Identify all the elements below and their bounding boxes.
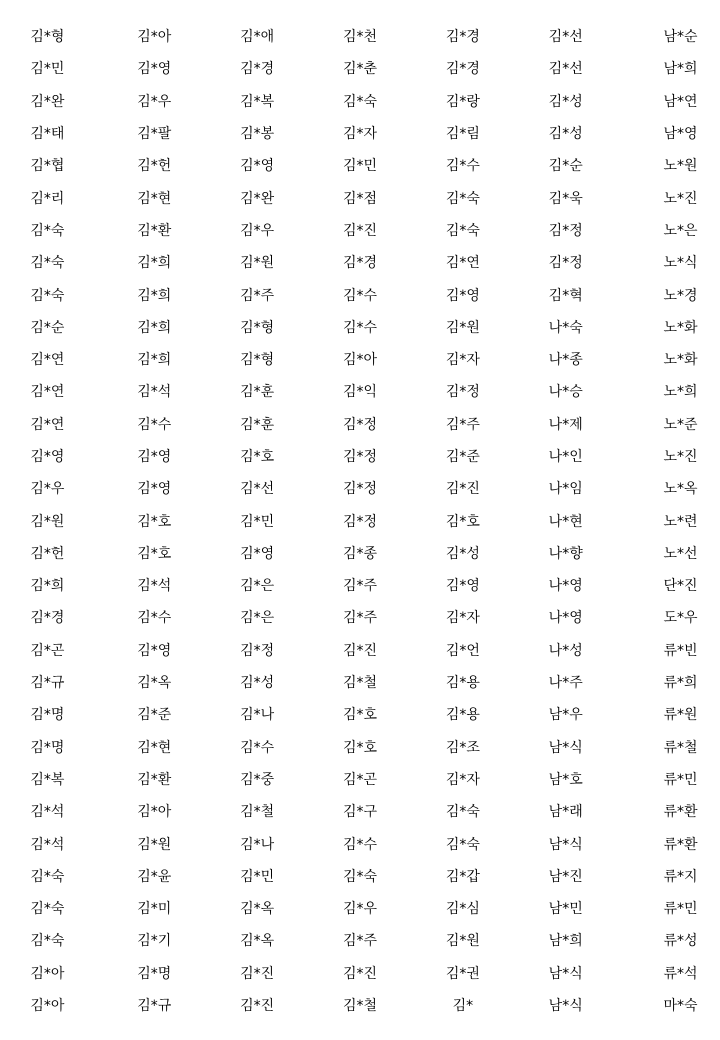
name-cell: 김*정 — [240, 642, 275, 659]
name-cell: 김*경 — [445, 29, 480, 46]
name-cell: 김*춘 — [342, 61, 378, 78]
name-cell: 김*영 — [445, 578, 480, 595]
name-cell: 나*현 — [548, 513, 583, 530]
name-cell: 노*희 — [663, 384, 698, 401]
name-cell: 김*원 — [240, 255, 275, 272]
name-cell: 김*순 — [30, 319, 65, 336]
name-cell: 김*호 — [342, 739, 378, 756]
name-cell: 김*우 — [30, 481, 65, 498]
name-cell: 김*아 — [137, 804, 172, 821]
name-cell: 노*화 — [663, 319, 698, 336]
name-cell: 김*준 — [137, 707, 172, 724]
name-cell: 김*천 — [342, 29, 378, 46]
name-cell: 류*빈 — [663, 642, 698, 659]
name-cell: 김*옥 — [240, 933, 275, 950]
name-cell: 김*선 — [548, 61, 583, 78]
name-cell: 김*준 — [445, 449, 480, 465]
name-cell: 김*희 — [30, 578, 65, 595]
name-cell: 김*철 — [342, 675, 378, 692]
name-cell: 김*아 — [30, 965, 65, 982]
name-cell: 김*선 — [548, 29, 583, 46]
name-cell: 김*수 — [137, 416, 172, 433]
name-cell: 김*곤 — [342, 771, 378, 788]
name-cell: 류*환 — [663, 804, 698, 821]
name-cell: 나*제 — [548, 416, 583, 433]
name-cell: 김*옥 — [137, 675, 172, 692]
name-cell: 김*곤 — [30, 642, 65, 659]
name-cell: 김*주 — [240, 287, 275, 304]
name-cell: 김*정 — [342, 481, 378, 498]
name-cell: 김*리 — [30, 190, 65, 207]
name-cell: 김*영 — [445, 287, 480, 304]
name-cell: 나*종 — [548, 352, 583, 369]
name-cell: 김*정 — [548, 222, 583, 239]
name-cell: 김*협 — [30, 158, 65, 175]
name-cell: 김*호 — [240, 449, 275, 465]
name-cell: 김*석 — [30, 836, 65, 853]
name-cell: 김*복 — [240, 93, 275, 110]
name-cell: 김*수 — [240, 739, 275, 756]
name-cell: 김*영 — [137, 481, 172, 498]
name-cell: 김*원 — [30, 513, 65, 530]
name-cell: 김*수 — [342, 287, 378, 304]
name-cell: 김*봉 — [240, 126, 275, 143]
name-cell: 김*종 — [342, 545, 378, 562]
name-cell: 김*정 — [342, 416, 378, 433]
name-cell: 김*숙 — [30, 287, 65, 304]
name-cell: 김*수 — [342, 319, 378, 336]
name-cell: 김*원 — [445, 933, 480, 950]
name-cell: 김*환 — [137, 222, 172, 239]
name-cell: 김*태 — [30, 126, 65, 143]
name-cell: 나*향 — [548, 545, 583, 562]
name-cell: 노*옥 — [663, 481, 698, 498]
name-cell: 노*진 — [663, 190, 698, 207]
name-cell: 김*숙 — [342, 868, 378, 885]
name-cell: 김*민 — [240, 513, 275, 530]
name-cell: 김*나 — [240, 707, 275, 724]
name-cell: 노*화 — [663, 352, 698, 369]
name-cell: 김*영 — [137, 642, 172, 659]
name-cell: 김*용 — [445, 675, 480, 692]
name-cell: 노*은 — [663, 222, 698, 239]
name-cell: 김*민 — [30, 61, 65, 78]
name-cell: 김*은 — [240, 578, 275, 595]
name-cell: 김*석 — [137, 578, 172, 595]
name-cell: 김*영 — [240, 158, 275, 175]
name-cell: 김*자 — [342, 126, 378, 143]
name-cell: 김*숙 — [445, 804, 480, 821]
name-cell: 김*성 — [548, 93, 583, 110]
name-cell: 김*정 — [445, 384, 480, 401]
name-cell: 노*경 — [663, 287, 698, 304]
name-cell: 남*래 — [548, 804, 583, 821]
name-cell: 남*연 — [663, 93, 698, 110]
name-cell: 노*련 — [663, 513, 698, 530]
name-cell: 김*아 — [137, 29, 172, 46]
name-cell: 나*성 — [548, 642, 583, 659]
name-cell: 김*우 — [240, 222, 275, 239]
name-cell: 김*미 — [137, 901, 172, 918]
name-cell: 김*숙 — [30, 901, 65, 918]
name-cell: 김*규 — [137, 998, 172, 1015]
name-cell: 김*중 — [240, 771, 275, 788]
name-cell: 김*정 — [342, 513, 378, 530]
name-cell: 김*순 — [548, 158, 583, 175]
name-cell: 남*민 — [548, 901, 583, 918]
name-cell: 김*연 — [445, 255, 480, 272]
name-cell: 김*규 — [30, 675, 65, 692]
name-cell: 김*갑 — [445, 868, 480, 885]
name-cell: 김*수 — [342, 836, 378, 853]
name-cell: 나*숙 — [548, 319, 583, 336]
name-cell: 류*민 — [663, 901, 698, 918]
name-cell: 김*성 — [445, 545, 480, 562]
name-cell: 김*연 — [30, 416, 65, 433]
name-cell: 김*석 — [30, 804, 65, 821]
name-cell: 김*주 — [342, 933, 378, 950]
name-cell: 김*현 — [137, 190, 172, 207]
name-cell: 김*수 — [137, 610, 172, 627]
name-cell: 류*석 — [663, 965, 698, 982]
name-cell: 김*구 — [342, 804, 378, 821]
name-cell: 김*우 — [342, 901, 378, 918]
name-cell: 김*랑 — [445, 93, 480, 110]
name-cell: 남*식 — [548, 998, 583, 1015]
name-cell: 김*자 — [445, 771, 480, 788]
name-cell: 류*성 — [663, 933, 698, 950]
name-cell: 남*희 — [663, 61, 698, 78]
name-cell: 나*승 — [548, 384, 583, 401]
name-cell: 김*경 — [30, 610, 65, 627]
name-cell: 김*주 — [445, 416, 480, 433]
name-cell: 김*팔 — [137, 126, 172, 143]
name-cell: 김*선 — [240, 481, 275, 498]
name-cell: 김*원 — [137, 836, 172, 853]
name-cell: 김*철 — [240, 804, 275, 821]
name-cell: 김* — [452, 998, 474, 1015]
name-cell: 류*원 — [663, 707, 698, 724]
name-cell: 김*진 — [342, 965, 378, 982]
name-cell: 김*희 — [137, 287, 172, 304]
name-cell: 남*우 — [548, 707, 583, 724]
name-cell: 김*희 — [137, 319, 172, 336]
name-cell: 김*진 — [342, 642, 378, 659]
name-cell: 김*명 — [30, 707, 65, 724]
name-cell: 노*원 — [663, 158, 698, 175]
name-cell: 김*호 — [445, 513, 480, 530]
name-cell: 노*준 — [663, 416, 698, 433]
name-cell: 김*욱 — [548, 190, 583, 207]
name-cell: 남*호 — [548, 771, 583, 788]
name-cell: 남*영 — [663, 126, 698, 143]
name-cell: 김*기 — [137, 933, 172, 950]
name-cell: 김*영 — [137, 449, 172, 465]
name-cell: 김*진 — [445, 481, 480, 498]
name-cell: 김*진 — [240, 965, 275, 982]
name-cell: 남*희 — [548, 933, 583, 950]
name-cell: 김*우 — [137, 93, 172, 110]
name-cell: 나*인 — [548, 449, 583, 465]
name-cell: 김*진 — [342, 222, 378, 239]
name-cell: 노*식 — [663, 255, 698, 272]
name-cell: 김*옥 — [240, 901, 275, 918]
name-cell: 김*나 — [240, 836, 275, 853]
name-cell: 노*선 — [663, 545, 698, 562]
name-cell: 김*숙 — [30, 222, 65, 239]
name-cell: 김*민 — [342, 158, 378, 175]
name-cell: 김*림 — [445, 126, 480, 143]
name-cell: 김*경 — [342, 255, 378, 272]
name-cell: 김*희 — [137, 255, 172, 272]
name-cell: 김*아 — [30, 998, 65, 1015]
name-cell: 김*헌 — [137, 158, 172, 175]
name-cell: 김*민 — [240, 868, 275, 885]
name-cell: 김*주 — [342, 610, 378, 627]
name-cell: 김*완 — [240, 190, 275, 207]
name-cell: 김*원 — [445, 319, 480, 336]
name-cell: 김*형 — [240, 319, 275, 336]
name-cell: 김*애 — [240, 29, 275, 46]
name-cell: 김*익 — [342, 384, 378, 401]
name-cell: 남*순 — [663, 29, 698, 46]
name-cell: 김*영 — [240, 545, 275, 562]
name-cell: 김*명 — [30, 739, 65, 756]
name-cell: 류*민 — [663, 771, 698, 788]
name-cell: 남*식 — [548, 739, 583, 756]
name-cell: 김*완 — [30, 93, 65, 110]
name-cell: 김*성 — [548, 126, 583, 143]
name-cell: 김*숙 — [445, 190, 480, 207]
name-cell: 김*은 — [240, 610, 275, 627]
name-cell: 김*정 — [548, 255, 583, 272]
name-cell: 나*주 — [548, 675, 583, 692]
name-cell: 류*희 — [663, 675, 698, 692]
name-cell: 김*경 — [240, 61, 275, 78]
name-cell: 류*지 — [663, 868, 698, 885]
name-cell: 나*영 — [548, 578, 583, 595]
name-cell: 김*명 — [137, 965, 172, 982]
name-cell: 김*숙 — [30, 933, 65, 950]
name-cell: 김*영 — [137, 61, 172, 78]
name-cell: 김*자 — [445, 352, 480, 369]
name-cell: 김*정 — [342, 449, 378, 465]
name-cell: 김*호 — [137, 545, 172, 562]
name-cell: 나*임 — [548, 481, 583, 498]
name-cell: 김*형 — [240, 352, 275, 369]
name-cell: 김*호 — [137, 513, 172, 530]
name-cell: 김*성 — [240, 675, 275, 692]
name-cell: 김*아 — [342, 352, 378, 369]
name-cell: 김*희 — [137, 352, 172, 369]
name-cell: 김*자 — [445, 610, 480, 627]
name-cell: 김*숙 — [30, 255, 65, 272]
name-cell: 나*영 — [548, 610, 583, 627]
name-cell: 김*헌 — [30, 545, 65, 562]
name-cell: 도*우 — [663, 610, 698, 627]
name-cell: 김*숙 — [445, 836, 480, 853]
name-cell: 마*숙 — [663, 998, 698, 1015]
name-cell: 김*용 — [445, 707, 480, 724]
name-cell: 노*진 — [663, 449, 698, 465]
name-cell: 김*진 — [240, 998, 275, 1015]
name-cell: 김*조 — [445, 739, 480, 756]
name-cell: 단*진 — [663, 578, 698, 595]
name-cell: 김*복 — [30, 771, 65, 788]
name-cell: 남*진 — [548, 868, 583, 885]
name-cell: 김*훈 — [240, 384, 275, 401]
name-cell: 김*윤 — [137, 868, 172, 885]
name-cell: 김*주 — [342, 578, 378, 595]
name-cell: 김*수 — [445, 158, 480, 175]
name-cell: 김*숙 — [342, 93, 378, 110]
name-cell: 류*환 — [663, 836, 698, 853]
name-cell: 김*경 — [445, 61, 480, 78]
name-cell: 김*언 — [445, 642, 480, 659]
name-cell: 김*숙 — [30, 868, 65, 885]
name-cell: 김*점 — [342, 190, 378, 207]
name-cell: 류*철 — [663, 739, 698, 756]
name-cell: 김*형 — [30, 29, 65, 46]
name-cell: 김*현 — [137, 739, 172, 756]
name-cell: 김*석 — [137, 384, 172, 401]
name-cell: 김*환 — [137, 771, 172, 788]
name-list-grid — [0, 20, 720, 1021]
name-cell: 김*호 — [342, 707, 378, 724]
name-cell: 김*영 — [30, 449, 65, 465]
name-cell: 김*권 — [445, 965, 480, 982]
name-cell: 김*심 — [445, 901, 480, 918]
name-cell: 남*식 — [548, 836, 583, 853]
name-cell: 남*식 — [548, 965, 583, 982]
name-cell: 김*숙 — [445, 222, 480, 239]
name-cell: 김*연 — [30, 384, 65, 401]
name-cell: 김*혁 — [548, 287, 583, 304]
name-cell: 김*연 — [30, 352, 65, 369]
name-cell: 김*훈 — [240, 416, 275, 433]
name-cell: 김*철 — [342, 998, 378, 1015]
